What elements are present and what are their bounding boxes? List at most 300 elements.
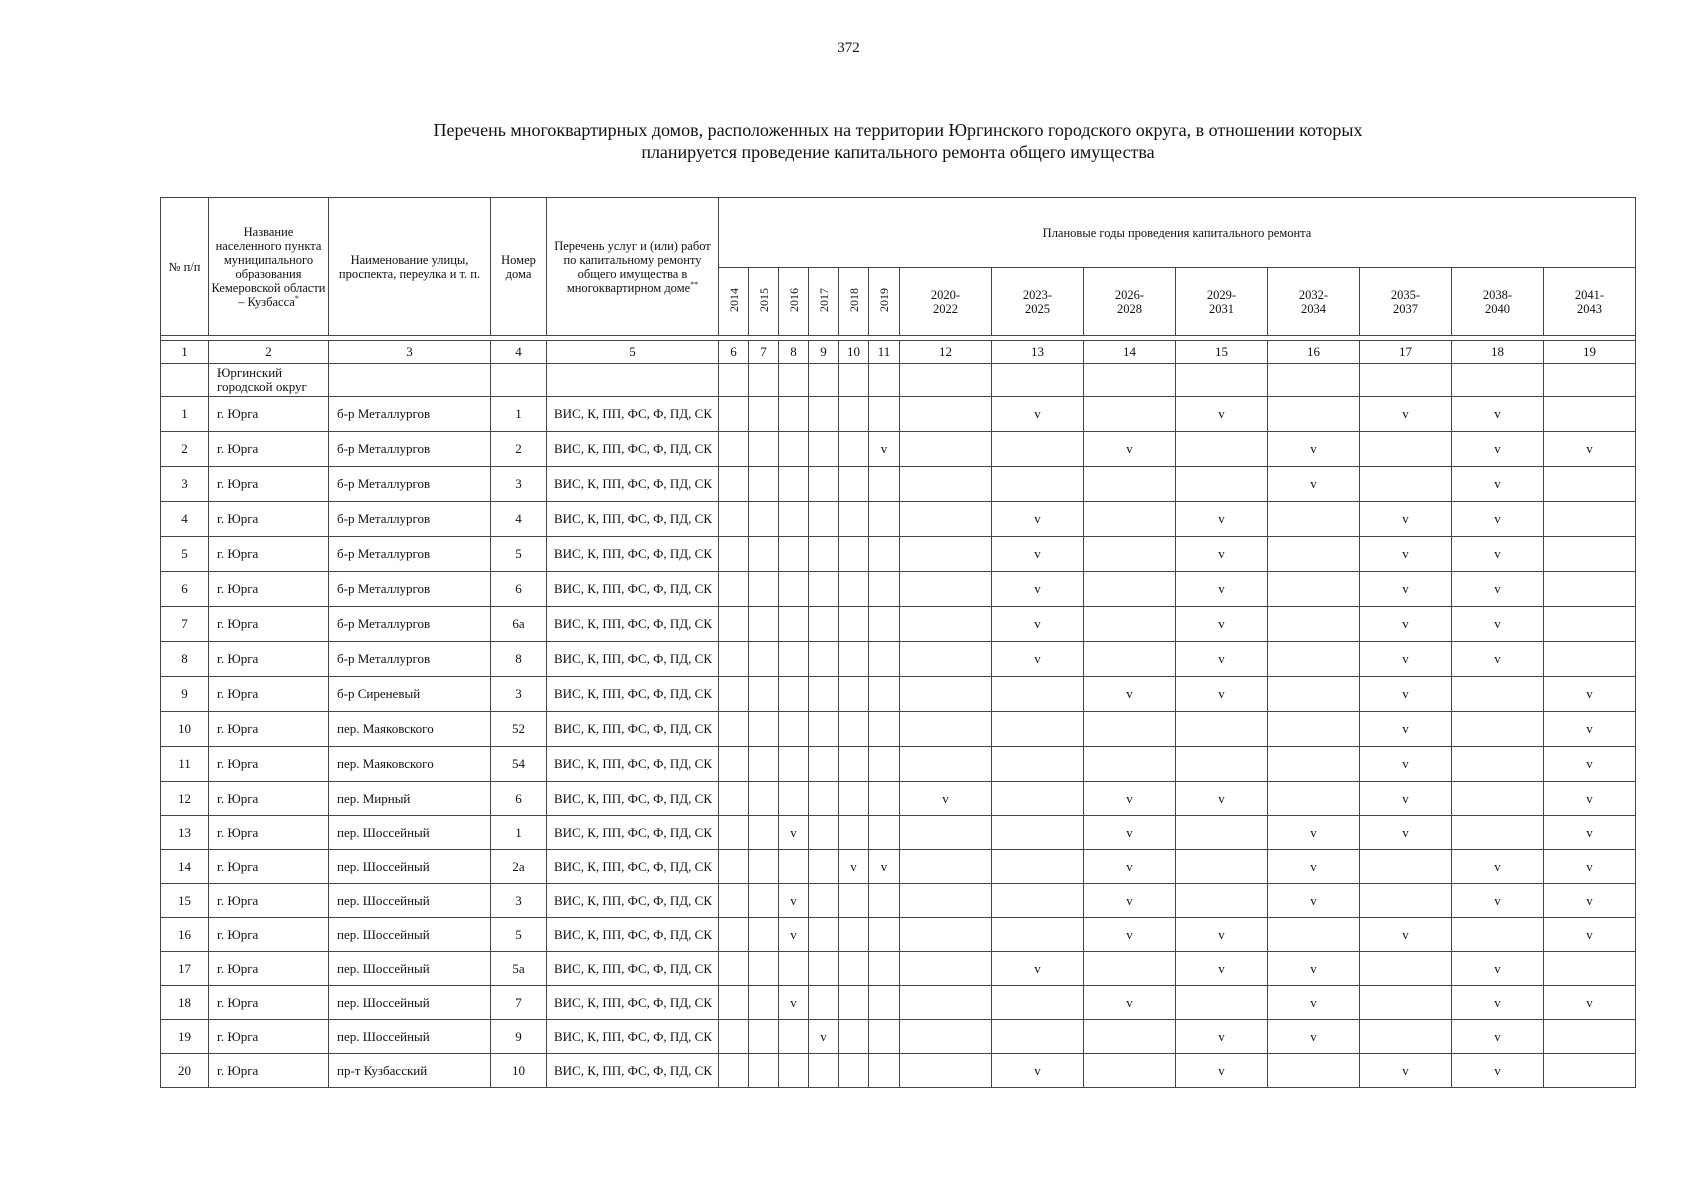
row-house: 3 [491, 677, 547, 712]
column-number-1: 1 [161, 341, 209, 364]
year-mark-cell [992, 677, 1084, 712]
year-mark-cell [809, 884, 839, 918]
row-house: 3 [491, 467, 547, 502]
row-works: ВИС, К, ПП, ФС, Ф, ПД, СК [547, 432, 719, 467]
year-mark-cell [900, 397, 992, 432]
row-city: г. Юрга [209, 747, 329, 782]
year-mark-cell [839, 1020, 869, 1054]
table-row [161, 537, 1636, 572]
year-mark-cell [779, 607, 809, 642]
year-mark-cell [839, 572, 869, 607]
column-number-4: 4 [491, 341, 547, 364]
year-mark-cell [869, 467, 900, 502]
year-mark-cell [809, 816, 839, 850]
row-street: б-р Металлургов [329, 642, 491, 677]
year-mark-cell [992, 782, 1084, 816]
row-street: б-р Металлургов [329, 397, 491, 432]
table-row [161, 607, 1636, 642]
year-mark-cell [839, 884, 869, 918]
row-house: 2 [491, 432, 547, 467]
year-mark-cell [749, 816, 779, 850]
year-mark-cell [992, 1020, 1084, 1054]
year-mark-cell [749, 850, 779, 884]
year-mark-cell [749, 712, 779, 747]
year-mark-cell [839, 677, 869, 712]
year-mark-cell [1452, 918, 1544, 952]
row-works: ВИС, К, ПП, ФС, Ф, ПД, СК [547, 918, 719, 952]
row-street: б-р Сиреневый [329, 677, 491, 712]
region-row [161, 364, 1636, 397]
year-mark-cell [1084, 952, 1176, 986]
year-mark-cell [809, 952, 839, 986]
year-mark-cell: v [992, 397, 1084, 432]
year-mark-cell [992, 432, 1084, 467]
year-mark-cell [1084, 467, 1176, 502]
year-mark-cell: v [1452, 572, 1544, 607]
year-mark-cell [779, 747, 809, 782]
row-city: г. Юрга [209, 467, 329, 502]
year-mark-cell [719, 712, 749, 747]
row-number: 8 [161, 642, 209, 677]
year-mark-cell [869, 884, 900, 918]
year-mark-cell: v [1268, 850, 1360, 884]
year-mark-cell [749, 952, 779, 986]
year-mark-cell [839, 502, 869, 537]
year-mark-cell [1544, 1020, 1636, 1054]
year-mark-cell: v [1544, 712, 1636, 747]
year-mark-cell [839, 537, 869, 572]
year-mark-cell [719, 782, 749, 816]
year-mark-cell [779, 467, 809, 502]
column-number-14: 14 [1084, 341, 1176, 364]
year-mark-cell [1544, 952, 1636, 986]
year-mark-cell: v [992, 572, 1084, 607]
row-works: ВИС, К, ПП, ФС, Ф, ПД, СК [547, 642, 719, 677]
row-city: г. Юрга [209, 642, 329, 677]
year-mark-cell: v [1544, 884, 1636, 918]
year-mark-cell [719, 677, 749, 712]
year-mark-cell [1544, 572, 1636, 607]
year-mark-cell [1452, 816, 1544, 850]
year-mark-cell [1268, 1054, 1360, 1088]
row-street: б-р Металлургов [329, 537, 491, 572]
year-mark-cell [900, 432, 992, 467]
year-mark-cell [869, 642, 900, 677]
year-mark-cell [809, 712, 839, 747]
row-number: 4 [161, 502, 209, 537]
row-city: г. Юрга [209, 537, 329, 572]
row-works: ВИС, К, ПП, ФС, Ф, ПД, СК [547, 502, 719, 537]
row-number: 16 [161, 918, 209, 952]
column-number-18: 18 [1452, 341, 1544, 364]
title-line-1: Перечень многоквартирных домов, расположенных на территории Юргинского городского округа, в отношении которых [433, 120, 1363, 140]
year-mark-cell: v [992, 642, 1084, 677]
year-mark-cell: v [1452, 1054, 1544, 1088]
year-mark-cell [1268, 918, 1360, 952]
table-header [161, 198, 1636, 336]
row-street: пер. Шоссейный [329, 986, 491, 1020]
year-mark-cell: v [869, 850, 900, 884]
year-mark-cell [749, 607, 779, 642]
row-works: ВИС, К, ПП, ФС, Ф, ПД, СК [547, 850, 719, 884]
row-street: б-р Металлургов [329, 607, 491, 642]
row-number: 7 [161, 607, 209, 642]
row-house: 7 [491, 986, 547, 1020]
year-mark-cell: v [1084, 918, 1176, 952]
year-mark-cell [992, 712, 1084, 747]
year-mark-cell [992, 467, 1084, 502]
year-mark-cell [719, 1054, 749, 1088]
row-city: г. Юрга [209, 816, 329, 850]
year-mark-cell [900, 816, 992, 850]
year-mark-cell [992, 918, 1084, 952]
year-mark-cell [869, 537, 900, 572]
year-mark-cell [779, 642, 809, 677]
year-mark-cell: v [839, 850, 869, 884]
year-mark-cell [779, 850, 809, 884]
row-street: пер. Маяковского [329, 712, 491, 747]
year-mark-cell [719, 607, 749, 642]
row-works: ВИС, К, ПП, ФС, Ф, ПД, СК [547, 572, 719, 607]
year-mark-cell: v [1452, 607, 1544, 642]
row-city: г. Юрга [209, 572, 329, 607]
header-year-13: 2038- 2040 [1452, 268, 1544, 336]
year-mark-cell [900, 850, 992, 884]
year-mark-cell [1452, 712, 1544, 747]
year-mark-cell [809, 607, 839, 642]
year-mark-cell [749, 782, 779, 816]
row-city: г. Юрга [209, 432, 329, 467]
year-mark-cell: v [1360, 607, 1452, 642]
column-number-8: 8 [779, 341, 809, 364]
year-mark-cell: v [1268, 432, 1360, 467]
row-street: пер. Шоссейный [329, 918, 491, 952]
year-mark-cell: v [1176, 677, 1268, 712]
row-works: ВИС, К, ПП, ФС, Ф, ПД, СК [547, 782, 719, 816]
year-mark-cell [809, 397, 839, 432]
header-year-8: 2023- 2025 [992, 268, 1084, 336]
year-mark-cell: v [809, 1020, 839, 1054]
year-mark-cell [719, 572, 749, 607]
table-row [161, 502, 1636, 537]
year-mark-cell: v [1360, 537, 1452, 572]
year-mark-cell: v [992, 607, 1084, 642]
year-mark-cell [1084, 747, 1176, 782]
row-city: г. Юрга [209, 397, 329, 432]
row-house: 6 [491, 572, 547, 607]
year-mark-cell: v [900, 782, 992, 816]
year-mark-cell [719, 1020, 749, 1054]
year-mark-cell [1084, 537, 1176, 572]
year-mark-cell [869, 1020, 900, 1054]
row-city: г. Юрга [209, 918, 329, 952]
row-number: 2 [161, 432, 209, 467]
year-mark-cell [1268, 642, 1360, 677]
header-year-5: 2018 [839, 268, 869, 336]
year-mark-cell [869, 986, 900, 1020]
row-street: пер. Шоссейный [329, 816, 491, 850]
year-mark-cell: v [1084, 986, 1176, 1020]
year-mark-cell [779, 1020, 809, 1054]
year-mark-cell [839, 607, 869, 642]
row-number: 14 [161, 850, 209, 884]
year-mark-cell [779, 712, 809, 747]
year-mark-cell: v [1360, 677, 1452, 712]
year-mark-cell: v [779, 986, 809, 1020]
column-number-13: 13 [992, 341, 1084, 364]
year-mark-cell [1360, 432, 1452, 467]
document-title [160, 119, 1636, 163]
year-mark-cell: v [1084, 816, 1176, 850]
row-house: 5а [491, 952, 547, 986]
year-mark-cell [1452, 677, 1544, 712]
year-mark-cell [900, 572, 992, 607]
year-mark-cell [809, 537, 839, 572]
year-mark-cell: v [1176, 918, 1268, 952]
year-mark-cell [869, 397, 900, 432]
year-mark-cell [900, 537, 992, 572]
table-row [161, 1054, 1636, 1088]
year-mark-cell [809, 642, 839, 677]
column-number-10: 10 [839, 341, 869, 364]
year-mark-cell: v [1268, 884, 1360, 918]
year-mark-cell [839, 467, 869, 502]
table-row [161, 747, 1636, 782]
row-number: 1 [161, 397, 209, 432]
year-mark-cell [1268, 782, 1360, 816]
row-city: г. Юрга [209, 677, 329, 712]
year-mark-cell: v [1084, 850, 1176, 884]
column-number-3: 3 [329, 341, 491, 364]
year-mark-cell: v [1176, 1020, 1268, 1054]
year-mark-cell [719, 642, 749, 677]
year-mark-cell: v [1176, 1054, 1268, 1088]
row-house: 5 [491, 537, 547, 572]
header-year-14: 2041- 2043 [1544, 268, 1636, 336]
year-mark-cell: v [1452, 502, 1544, 537]
row-city: г. Юрга [209, 502, 329, 537]
table-row [161, 712, 1636, 747]
year-mark-cell [1544, 642, 1636, 677]
year-mark-cell [1176, 712, 1268, 747]
column-number-16: 16 [1268, 341, 1360, 364]
year-mark-cell: v [1452, 884, 1544, 918]
year-mark-cell [749, 502, 779, 537]
year-mark-cell [779, 677, 809, 712]
year-mark-cell: v [1544, 747, 1636, 782]
table-row [161, 572, 1636, 607]
column-number-17: 17 [1360, 341, 1452, 364]
row-street: б-р Металлургов [329, 502, 491, 537]
year-mark-cell: v [1176, 642, 1268, 677]
year-mark-cell [749, 572, 779, 607]
year-mark-cell: v [1176, 607, 1268, 642]
year-mark-cell [839, 918, 869, 952]
year-mark-cell: v [1268, 986, 1360, 1020]
year-mark-cell [1360, 467, 1452, 502]
year-mark-cell: v [992, 1054, 1084, 1088]
year-mark-cell [779, 502, 809, 537]
year-mark-cell [1268, 607, 1360, 642]
year-mark-cell [1176, 986, 1268, 1020]
column-number-11: 11 [869, 341, 900, 364]
header-street: Наименование улицы, проспекта, переулка и т. п. [329, 198, 491, 336]
year-mark-cell: v [1360, 642, 1452, 677]
row-number: 6 [161, 572, 209, 607]
year-mark-cell [1084, 572, 1176, 607]
year-mark-cell [809, 677, 839, 712]
row-number: 11 [161, 747, 209, 782]
table-row [161, 782, 1636, 816]
header-works: Перечень услуг и (или) работ по капитальному ремонту общего имущества в многоквартирном доме** [547, 198, 719, 336]
column-number-12: 12 [900, 341, 992, 364]
column-number-9: 9 [809, 341, 839, 364]
row-number: 3 [161, 467, 209, 502]
year-mark-cell [719, 397, 749, 432]
year-mark-cell [809, 502, 839, 537]
table-row [161, 918, 1636, 952]
year-mark-cell [1360, 884, 1452, 918]
year-mark-cell: v [1176, 572, 1268, 607]
year-mark-cell [1176, 884, 1268, 918]
year-mark-cell [839, 642, 869, 677]
table-row [161, 884, 1636, 918]
year-mark-cell [1084, 607, 1176, 642]
row-works: ВИС, К, ПП, ФС, Ф, ПД, СК [547, 537, 719, 572]
year-mark-cell: v [1176, 537, 1268, 572]
year-mark-cell [1084, 502, 1176, 537]
year-mark-cell: v [1544, 986, 1636, 1020]
column-number-5: 5 [547, 341, 719, 364]
year-mark-cell [809, 432, 839, 467]
year-mark-cell [1268, 502, 1360, 537]
year-mark-cell [1176, 816, 1268, 850]
column-number-6: 6 [719, 341, 749, 364]
year-mark-cell [900, 642, 992, 677]
year-mark-cell: v [1452, 397, 1544, 432]
row-works: ВИС, К, ПП, ФС, Ф, ПД, СК [547, 712, 719, 747]
row-street: пер. Шоссейный [329, 884, 491, 918]
table-body [161, 336, 1636, 1088]
row-house: 5 [491, 918, 547, 952]
row-house: 9 [491, 1020, 547, 1054]
year-mark-cell [839, 397, 869, 432]
year-mark-cell [749, 986, 779, 1020]
year-mark-cell: v [1544, 816, 1636, 850]
table-row [161, 432, 1636, 467]
year-mark-cell [719, 952, 749, 986]
year-mark-cell: v [1452, 986, 1544, 1020]
year-mark-cell [1360, 850, 1452, 884]
row-works: ВИС, К, ПП, ФС, Ф, ПД, СК [547, 677, 719, 712]
row-street: пер. Шоссейный [329, 952, 491, 986]
year-mark-cell [1084, 642, 1176, 677]
year-mark-cell: v [779, 918, 809, 952]
row-number: 9 [161, 677, 209, 712]
year-mark-cell [900, 712, 992, 747]
year-mark-cell: v [1360, 502, 1452, 537]
column-number-row [161, 341, 1636, 364]
year-mark-cell [1268, 572, 1360, 607]
year-mark-cell [749, 432, 779, 467]
header-num: № п/п [161, 198, 209, 336]
year-mark-cell: v [1544, 432, 1636, 467]
year-mark-cell [839, 782, 869, 816]
row-house: 1 [491, 397, 547, 432]
year-mark-cell [719, 850, 749, 884]
year-mark-cell [1084, 1054, 1176, 1088]
column-number-7: 7 [749, 341, 779, 364]
year-mark-cell [839, 747, 869, 782]
row-street: б-р Металлургов [329, 432, 491, 467]
year-mark-cell [719, 918, 749, 952]
year-mark-cell [1360, 1020, 1452, 1054]
year-mark-cell: v [1452, 1020, 1544, 1054]
year-mark-cell [869, 677, 900, 712]
year-mark-cell [719, 467, 749, 502]
year-mark-cell [900, 952, 992, 986]
header-year-12: 2035- 2037 [1360, 268, 1452, 336]
year-mark-cell: v [1268, 952, 1360, 986]
row-number: 17 [161, 952, 209, 986]
year-mark-cell [839, 952, 869, 986]
table-row [161, 397, 1636, 432]
year-mark-cell: v [1360, 572, 1452, 607]
year-mark-cell [1176, 467, 1268, 502]
header-years-title: Плановые годы проведения капитального ремонта [719, 198, 1636, 268]
page-number: 372 [837, 40, 860, 56]
column-number-2: 2 [209, 341, 329, 364]
year-mark-cell: v [1544, 850, 1636, 884]
year-mark-cell [809, 986, 839, 1020]
row-works: ВИС, К, ПП, ФС, Ф, ПД, СК [547, 952, 719, 986]
year-mark-cell [779, 782, 809, 816]
header-year-3: 2016 [779, 268, 809, 336]
year-mark-cell [719, 502, 749, 537]
row-number: 12 [161, 782, 209, 816]
year-mark-cell [1268, 397, 1360, 432]
row-city: г. Юрга [209, 1020, 329, 1054]
year-mark-cell: v [1176, 502, 1268, 537]
year-mark-cell: v [992, 952, 1084, 986]
year-mark-cell [1268, 712, 1360, 747]
year-mark-cell [1360, 952, 1452, 986]
year-mark-cell [749, 537, 779, 572]
row-city: г. Юрга [209, 782, 329, 816]
year-mark-cell [719, 747, 749, 782]
table-row [161, 677, 1636, 712]
row-city: г. Юрга [209, 986, 329, 1020]
year-mark-cell: v [779, 816, 809, 850]
row-number: 5 [161, 537, 209, 572]
year-mark-cell: v [1360, 747, 1452, 782]
row-works: ВИС, К, ПП, ФС, Ф, ПД, СК [547, 1020, 719, 1054]
year-mark-cell [900, 677, 992, 712]
year-mark-cell [839, 986, 869, 1020]
year-mark-cell [1544, 537, 1636, 572]
year-mark-cell [992, 986, 1084, 1020]
year-mark-cell [900, 986, 992, 1020]
column-number-15: 15 [1176, 341, 1268, 364]
row-number: 13 [161, 816, 209, 850]
year-mark-cell [839, 1054, 869, 1088]
year-mark-cell [900, 1054, 992, 1088]
year-mark-cell [749, 642, 779, 677]
year-mark-cell [992, 884, 1084, 918]
title-line-2: планируется проведение капитального ремонта общего имущества [641, 142, 1155, 162]
row-works: ВИС, К, ПП, ФС, Ф, ПД, СК [547, 1054, 719, 1088]
row-city: г. Юрга [209, 607, 329, 642]
